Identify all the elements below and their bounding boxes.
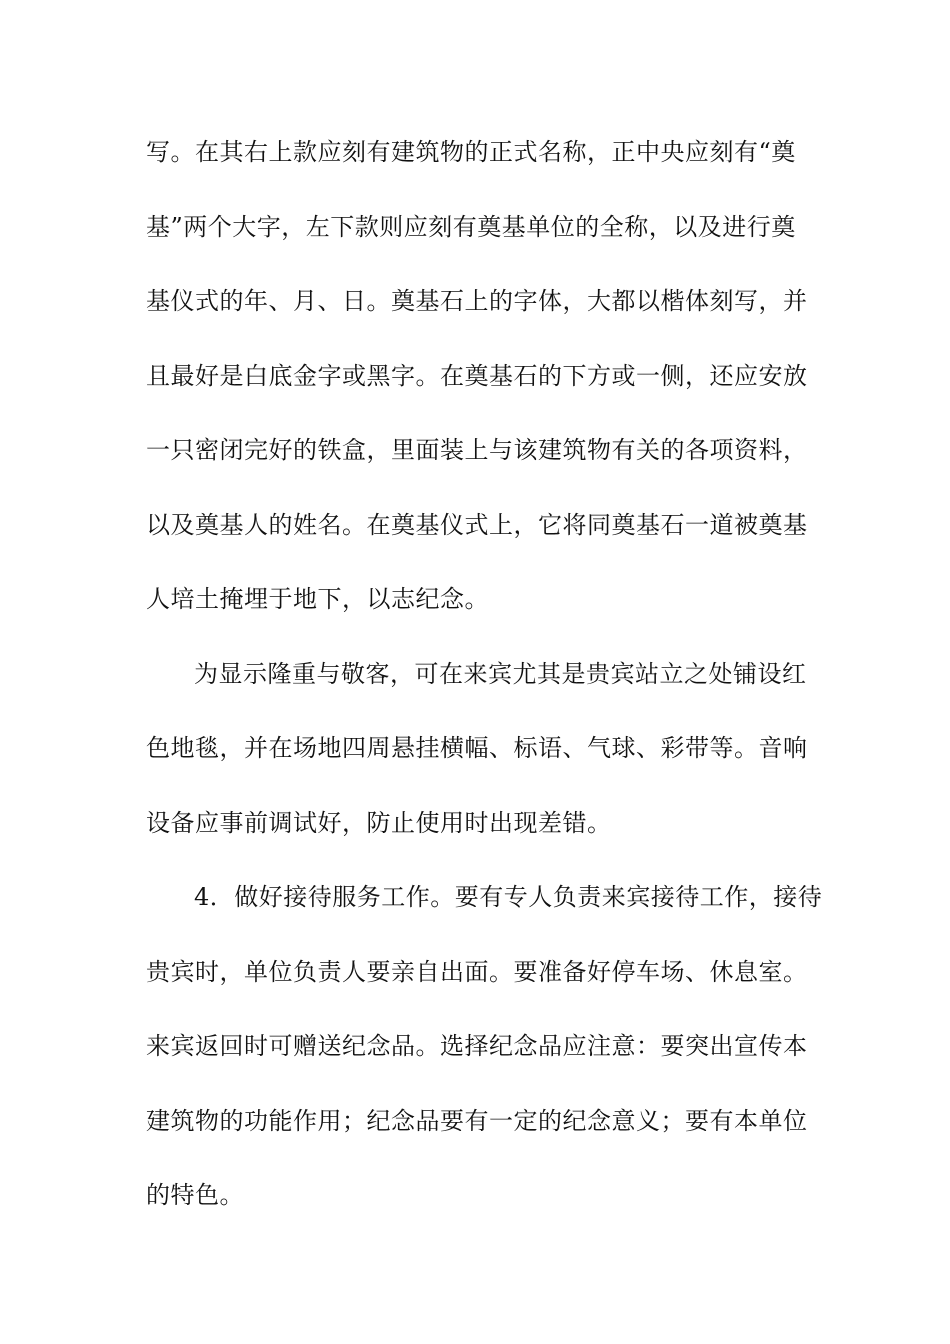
text-line: 贵宾时，单位负责人要亲自出面。要准备好停车场、休息室。	[146, 957, 808, 986]
text-line: 人培土掩埋于地下，以志纪念。	[146, 585, 489, 613]
text-line: 基仪式的年、月、日。奠基石上的字体，大都以楷体刻写，并	[146, 287, 808, 315]
text-line: 且最好是白底金字或黑字。在奠基石的下方或一侧，还应安放	[146, 361, 808, 390]
text-line: 一只密闭完好的铁盒，里面装上与该建筑物有关的各项资料，	[146, 436, 808, 464]
text-line: 色地毯，并在场地四周悬挂横幅、标语、气球、彩带等。音响	[146, 734, 808, 762]
paragraph-start-line: 4．做好接待服务工作。要有专人负责来宾接待工作，接待	[194, 883, 823, 911]
paragraph-start-line: 为显示隆重与敬客，可在来宾尤其是贵宾站立之处铺设红	[194, 659, 807, 688]
text-line: 以及奠基人的姓名。在奠基仪式上，它将同奠基石一道被奠基	[146, 510, 808, 539]
text-line: 设备应事前调试好，防止使用时出现差错。	[146, 808, 612, 837]
document-body	[146, 127, 823, 1245]
text-line: 写。在其右上款应刻有建筑物的正式名称，正中央应刻有“奠	[146, 138, 796, 166]
text-line: 基”两个大字，左下款则应刻有奠基单位的全称，以及进行奠	[146, 212, 796, 241]
text-line: 来宾返回时可赠送纪念品。选择纪念品应注意：要突出宣传本	[146, 1032, 808, 1060]
text-line: 建筑物的功能作用；纪念品要有一定的纪念意义；要有本单位	[146, 1106, 808, 1135]
text-line: 的特色。	[146, 1181, 244, 1209]
